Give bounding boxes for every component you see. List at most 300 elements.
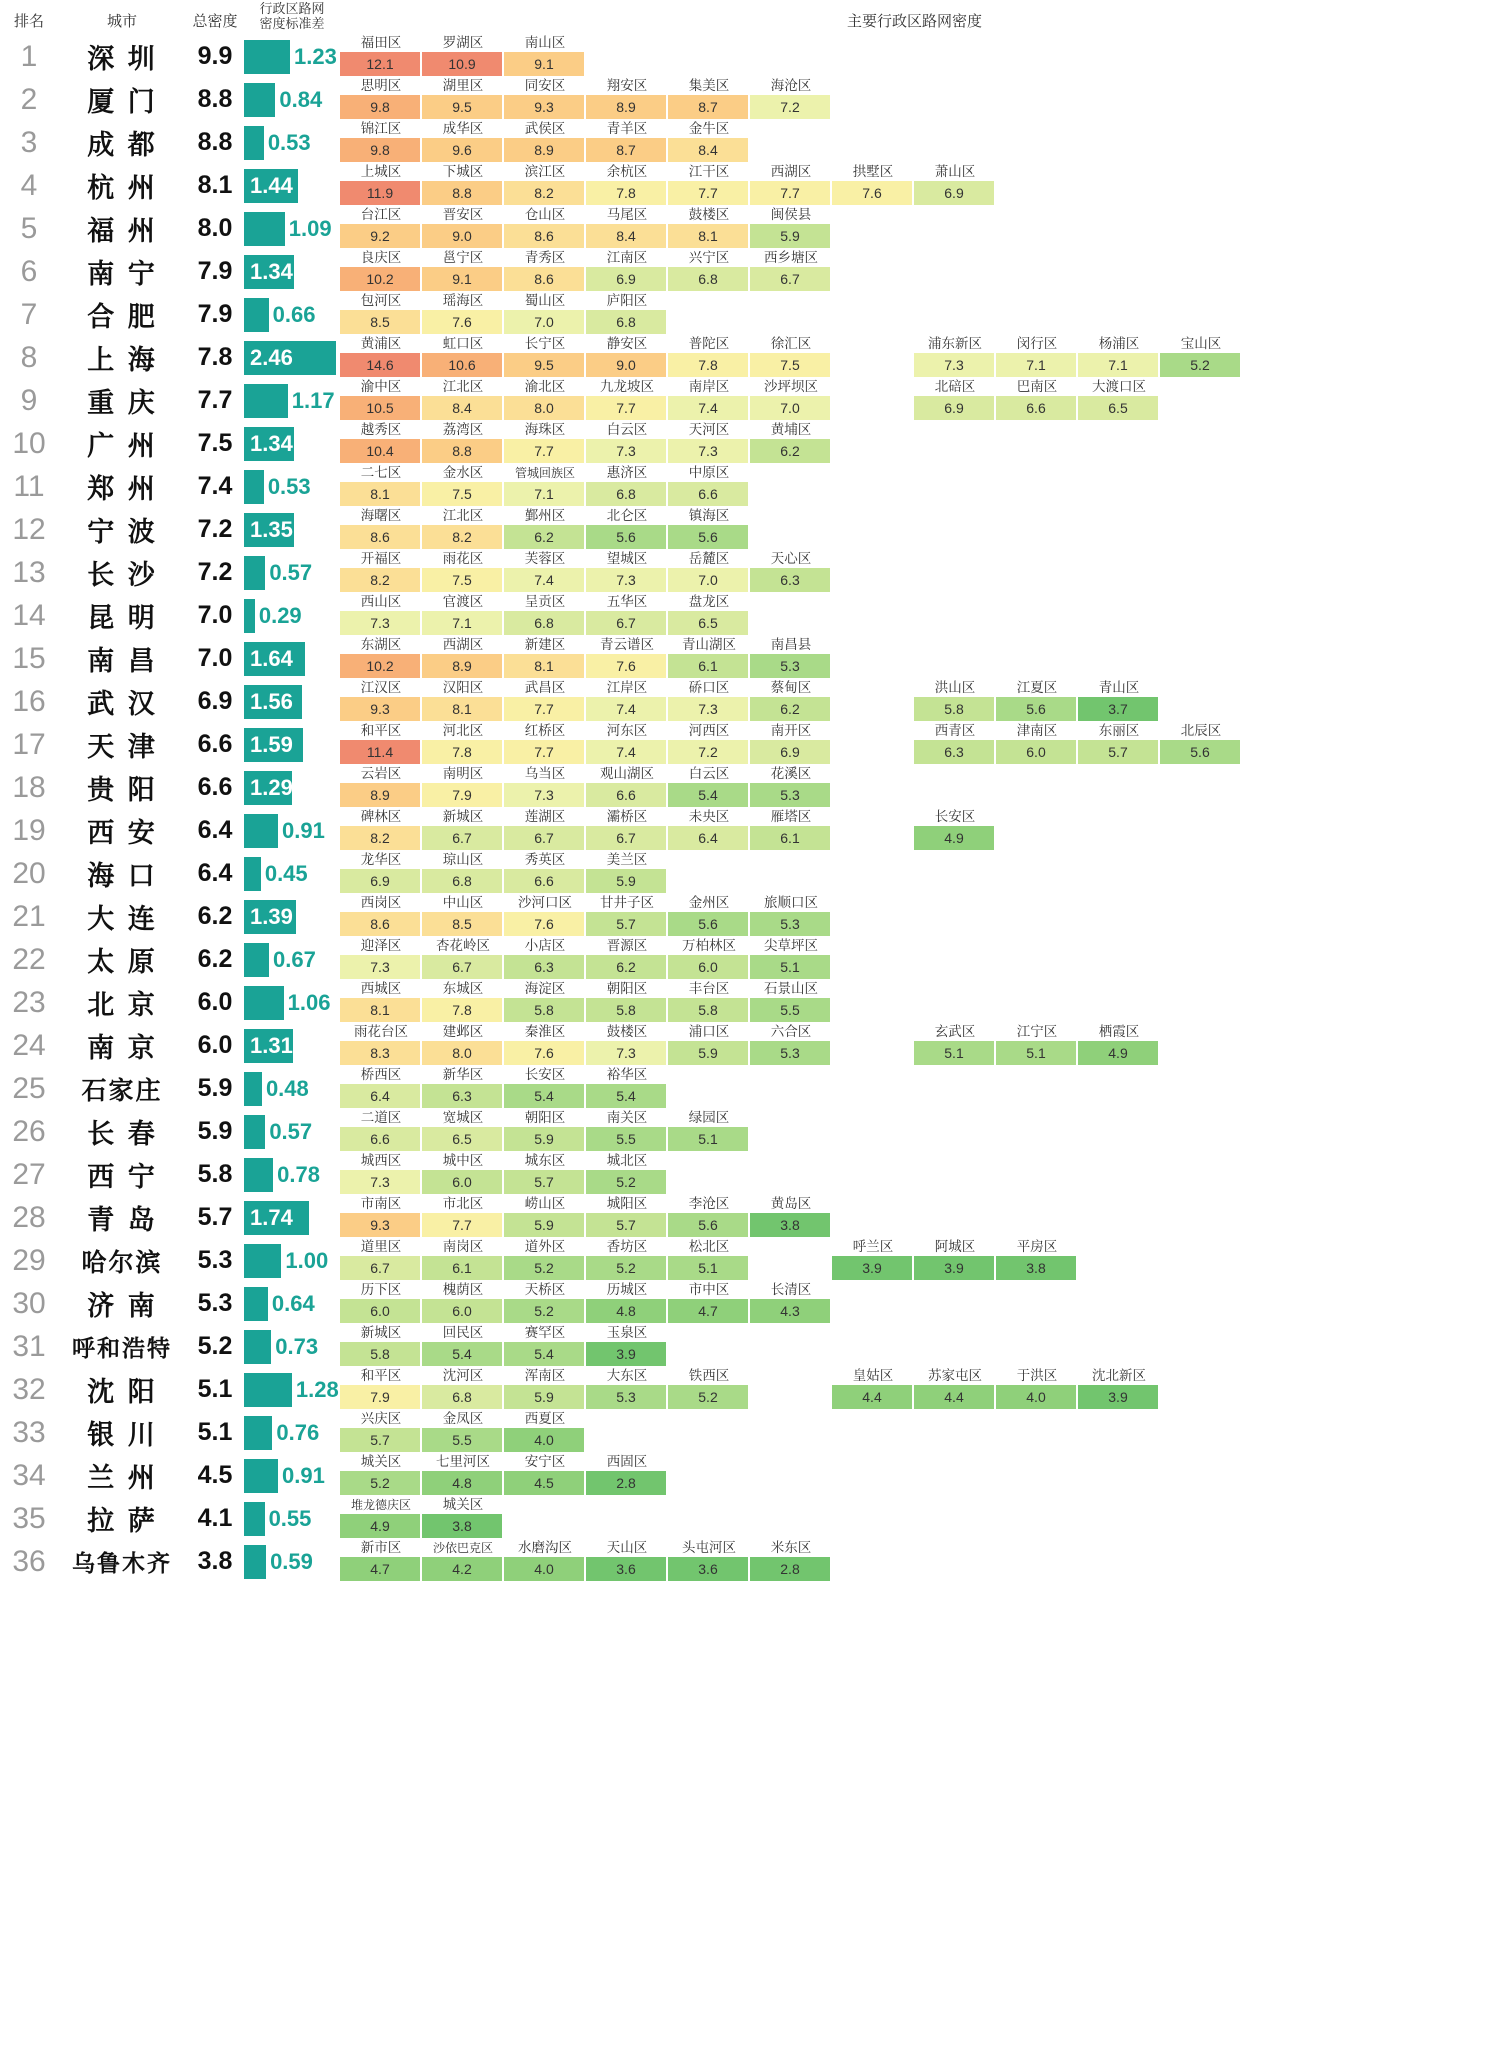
district-gap [832,697,914,721]
district-name: 虹口区 [442,336,484,352]
district-name: 长宁区 [524,336,566,352]
district-name: 西乡塘区 [764,250,818,266]
std-bar [244,599,255,633]
row-rank: 26 [12,1114,46,1148]
district-value: 7.3 [340,611,420,635]
district-name: 阿城区 [934,1239,976,1255]
district-name: 南关区 [606,1110,648,1126]
std-value: 0.53 [267,129,311,155]
district-value: 7.1 [422,611,502,635]
district-value: 8.2 [340,568,420,592]
district-name: 庐阳区 [606,293,648,309]
district-value: 8.1 [340,998,420,1022]
district-value: 6.9 [914,396,994,420]
district-gap [832,396,914,420]
row-std-bar [244,1024,340,1067]
table-row [0,336,1489,379]
row-rank: 21 [12,899,46,933]
district-name: 南山区 [524,35,566,51]
table-row [0,422,1489,465]
district-value: 4.4 [832,1385,912,1409]
row-city: 南 宁 [87,259,157,290]
district-name: 大渡口区 [1092,379,1146,395]
row-rank: 10 [12,426,46,460]
district-value: 8.5 [340,310,420,334]
district-value: 4.2 [422,1557,502,1581]
district-name: 二道区 [360,1110,402,1126]
district-name: 李沧区 [688,1196,730,1212]
std-value: 1.56 [250,688,293,714]
row-rank: 24 [12,1028,46,1062]
district-gap [832,740,914,764]
district-value: 6.6 [586,783,666,807]
row-districts [340,465,1489,508]
district-value: 6.0 [422,1170,502,1194]
district-value: 6.7 [586,611,666,635]
table-row [0,551,1489,594]
std-value: 1.17 [291,387,335,413]
district-value: 7.3 [586,439,666,463]
row-districts [340,981,1489,1024]
row-rank: 15 [12,641,46,675]
district-value: 5.4 [504,1342,584,1366]
district-name: 七里河区 [436,1454,490,1470]
district-value: 9.3 [340,1213,420,1237]
district-value: 7.6 [422,310,502,334]
district-value: 8.6 [340,525,420,549]
district-value: 5.3 [750,1041,830,1065]
row-total-density: 8.8 [197,128,233,156]
district-value: 7.7 [504,740,584,764]
district-name: 美兰区 [606,852,648,868]
row-rank: 34 [12,1458,46,1492]
row-city: 青 岛 [87,1205,157,1236]
row-rank: 20 [12,856,46,890]
row-rank: 36 [12,1544,46,1578]
district-value: 5.5 [586,1127,666,1151]
district-name: 西湖区 [442,637,484,653]
district-value: 5.2 [504,1299,584,1323]
district-value: 5.2 [504,1256,584,1280]
std-bar [244,1373,292,1407]
district-name: 沙依巴克区 [432,1541,493,1555]
district-value: 5.5 [750,998,830,1022]
row-total-density: 7.2 [197,558,233,586]
row-districts [340,250,1489,293]
district-name: 仓山区 [524,207,566,223]
district-value: 5.7 [1078,740,1158,764]
header-districts: 主要行政区路网密度 [846,13,982,30]
std-value: 2.46 [250,344,293,370]
row-std-bar [244,637,340,680]
district-name: 津南区 [1016,723,1058,739]
header-rank: 排名 [13,13,44,30]
std-value: 1.74 [250,1204,293,1230]
row-std-bar [244,1454,340,1497]
row-std-bar [244,1110,340,1153]
district-name: 江汉区 [360,680,402,696]
district-name: 新城区 [442,809,484,825]
table-row [0,938,1489,981]
district-value: 9.1 [504,52,584,76]
district-value: 9.5 [422,95,502,119]
table-row [0,895,1489,938]
district-name: 水磨沟区 [518,1540,572,1556]
std-value: 0.66 [272,301,316,327]
district-name: 西岗区 [360,895,402,911]
district-name: 新城区 [360,1325,402,1341]
district-value: 3.6 [668,1557,748,1581]
district-name: 青山湖区 [682,637,736,653]
row-total-density: 3.8 [197,1547,233,1575]
row-districts [340,852,1489,895]
row-rank: 1 [20,39,38,73]
district-value: 7.5 [750,353,830,377]
district-name: 旅顺口区 [764,895,818,911]
row-std-bar [244,723,340,766]
district-value: 9.1 [422,267,502,291]
district-name: 城关区 [360,1454,402,1470]
district-value: 9.8 [340,138,420,162]
district-name: 盘龙区 [688,594,730,610]
row-districts [340,336,1489,379]
district-value: 8.0 [504,396,584,420]
district-name: 松北区 [688,1239,730,1255]
std-value: 0.76 [276,1419,320,1445]
district-name: 青羊区 [606,121,648,137]
row-std-bar [244,1540,340,1583]
district-name: 于洪区 [1016,1368,1058,1384]
district-name: 西青区 [934,723,976,739]
table-row [0,465,1489,508]
district-gap [750,1368,832,1385]
district-name: 晋安区 [442,207,484,223]
district-name: 上城区 [360,164,402,180]
district-value: 7.5 [422,482,502,506]
row-districts [340,1153,1489,1196]
district-value: 8.7 [668,95,748,119]
district-name: 堆龙德庆区 [350,1498,411,1512]
table-row [0,508,1489,551]
row-rank: 2 [20,82,38,116]
row-std-bar [244,1196,340,1239]
district-value: 8.1 [422,697,502,721]
row-city: 深 圳 [87,44,157,75]
district-value: 7.3 [340,955,420,979]
std-bar [244,1545,266,1579]
row-total-density: 5.3 [197,1289,233,1317]
district-name: 市南区 [360,1196,402,1212]
district-value: 8.8 [422,439,502,463]
district-name: 南岸区 [688,379,730,395]
district-name: 朝阳区 [606,981,648,997]
table-row [0,1196,1489,1239]
district-name: 金牛区 [688,121,730,137]
row-std-bar [244,1239,340,1282]
district-value: 6.1 [750,826,830,850]
district-name: 头屯河区 [682,1540,736,1556]
district-name: 蜀山区 [524,293,566,309]
district-value: 6.8 [422,869,502,893]
table-row [0,1411,1489,1454]
std-value: 1.31 [250,1032,293,1058]
row-rank: 7 [20,297,38,331]
row-rank: 12 [12,512,46,546]
std-value: 0.55 [268,1505,312,1531]
district-name: 雨花区 [442,551,484,567]
row-std-bar [244,594,340,637]
district-gap [832,336,914,353]
row-rank: 23 [12,985,46,1019]
district-value: 6.9 [914,181,994,205]
district-name: 丰台区 [688,981,730,997]
row-std-bar [244,1325,340,1368]
district-value: 6.7 [504,826,584,850]
district-value: 5.1 [996,1041,1076,1065]
row-std-bar [244,1153,340,1196]
district-name: 五华区 [606,594,648,610]
district-value: 5.3 [586,1385,666,1409]
district-name: 天山区 [606,1540,648,1556]
row-districts [340,1540,1489,1583]
district-name: 宽城区 [442,1110,484,1126]
district-gap [750,1385,832,1409]
row-city: 哈尔滨 [81,1247,163,1277]
row-std-bar [244,121,340,164]
district-name: 杨浦区 [1098,336,1140,352]
row-districts [340,766,1489,809]
district-name: 历城区 [606,1282,648,1298]
district-name: 新建区 [524,637,566,653]
district-name: 裕华区 [606,1067,648,1083]
row-districts [340,594,1489,637]
district-value: 6.1 [422,1256,502,1280]
district-value: 10.6 [422,353,502,377]
district-value: 6.8 [668,267,748,291]
district-name: 北辰区 [1180,723,1222,739]
district-value: 8.4 [586,224,666,248]
row-std-bar [244,680,340,723]
table-row [0,1368,1489,1411]
row-total-density: 7.7 [197,386,233,414]
row-city: 杭 州 [87,173,157,204]
table-row [0,379,1489,422]
district-name: 西夏区 [524,1411,566,1427]
district-name: 迎泽区 [360,938,402,954]
district-name: 马尾区 [606,207,648,223]
district-value: 6.0 [996,740,1076,764]
district-name: 江宁区 [1016,1024,1058,1040]
district-value: 4.8 [586,1299,666,1323]
district-name: 玄武区 [934,1024,976,1040]
district-value: 5.4 [668,783,748,807]
district-name: 碑林区 [360,809,402,825]
district-name: 铁西区 [688,1368,730,1384]
district-name: 天桥区 [524,1282,566,1298]
district-name: 莲湖区 [524,809,566,825]
district-value: 5.1 [668,1127,748,1151]
district-name: 浑南区 [524,1368,566,1384]
row-districts [340,1368,1489,1411]
district-name: 道外区 [524,1239,566,1255]
district-value: 7.4 [668,396,748,420]
table-row [0,723,1489,766]
district-value: 7.8 [422,740,502,764]
district-name: 沙坪坝区 [764,379,818,395]
district-name: 海珠区 [524,422,566,438]
district-name: 海淀区 [524,981,566,997]
district-name: 玉泉区 [606,1325,648,1341]
std-bar [244,83,275,117]
district-value: 7.7 [504,697,584,721]
district-name: 金水区 [442,465,484,481]
district-name: 灞桥区 [606,809,648,825]
district-value: 6.3 [750,568,830,592]
district-value: 10.5 [340,396,420,420]
district-value: 4.4 [914,1385,994,1409]
district-value: 8.1 [504,654,584,678]
district-value: 8.6 [504,224,584,248]
row-total-density: 8.0 [197,214,233,242]
row-districts [340,809,1489,852]
row-total-density: 7.9 [197,257,233,285]
district-value: 7.1 [504,482,584,506]
district-value: 7.7 [504,439,584,463]
district-value: 5.1 [750,955,830,979]
district-name: 成华区 [442,121,484,137]
district-name: 历下区 [360,1282,402,1298]
district-gap [832,680,914,697]
district-value: 3.8 [422,1514,502,1538]
district-value: 8.9 [586,95,666,119]
std-value: 1.34 [250,258,293,284]
district-name: 越秀区 [360,422,402,438]
district-name: 岳麓区 [688,551,730,567]
std-value: 0.91 [282,1462,325,1488]
row-rank: 18 [12,770,46,804]
row-total-density: 4.1 [197,1504,233,1532]
district-name: 渝中区 [360,379,402,395]
row-rank: 8 [20,340,38,374]
district-name: 城北区 [606,1153,648,1169]
district-value: 10.4 [340,439,420,463]
row-total-density: 6.0 [197,1031,233,1059]
district-value: 6.7 [750,267,830,291]
header-total-density: 总密度 [192,13,238,30]
district-value: 9.0 [422,224,502,248]
district-value: 8.4 [422,396,502,420]
district-value: 5.8 [504,998,584,1022]
district-value: 9.8 [340,95,420,119]
table-row [0,1282,1489,1325]
std-bar [244,556,265,590]
row-total-density: 6.2 [197,902,233,930]
row-districts [340,78,1489,121]
district-value: 5.6 [668,912,748,936]
district-gap [832,1024,914,1041]
district-name: 雨花台区 [354,1024,408,1040]
district-name: 邕宁区 [442,250,484,266]
row-city: 长 春 [87,1119,157,1150]
row-city: 石家庄 [81,1075,163,1105]
district-name: 长清区 [770,1282,812,1298]
district-value: 7.2 [668,740,748,764]
row-std-bar [244,1497,340,1540]
district-name: 桥西区 [360,1067,402,1083]
district-value: 8.1 [340,482,420,506]
district-name: 渝北区 [524,379,566,395]
district-value: 4.9 [340,1514,420,1538]
district-name: 中原区 [688,465,730,481]
district-name: 晋源区 [606,938,648,954]
row-city: 贵 阳 [87,775,157,806]
std-bar [244,814,278,848]
row-std-bar [244,809,340,852]
row-std-bar [244,35,340,78]
district-value: 5.4 [586,1084,666,1108]
table-row [0,207,1489,250]
row-std-bar [244,78,340,121]
row-city: 天 津 [87,732,157,763]
row-districts [340,1454,1489,1497]
district-name: 东城区 [442,981,484,997]
district-name: 良庆区 [360,250,402,266]
row-districts [340,723,1489,766]
district-name: 镇海区 [688,508,730,524]
row-city: 郑 州 [87,474,157,505]
district-name: 余杭区 [606,164,648,180]
row-rank: 3 [20,125,38,159]
district-name: 六合区 [770,1024,812,1040]
district-value: 9.6 [422,138,502,162]
district-gap [832,379,914,396]
district-name: 白云区 [688,766,730,782]
district-name: 闵行区 [1016,336,1058,352]
row-std-bar [244,207,340,250]
row-rank: 9 [20,383,38,417]
std-bar [244,1158,273,1192]
std-value: 0.91 [282,817,325,843]
district-name: 思明区 [360,78,402,94]
district-value: 8.6 [340,912,420,936]
table-header-row [0,0,1489,35]
district-gap [832,1041,914,1065]
row-total-density: 6.4 [197,859,233,887]
row-std-bar [244,1067,340,1110]
std-value: 0.67 [273,946,316,972]
row-std-bar [244,766,340,809]
district-value: 5.9 [504,1213,584,1237]
row-rank: 17 [12,727,46,761]
row-std-bar [244,895,340,938]
district-name: 湖里区 [442,78,484,94]
district-value: 2.8 [750,1557,830,1581]
district-name: 赛罕区 [524,1325,566,1341]
district-value: 7.7 [586,396,666,420]
row-total-density: 6.6 [197,773,233,801]
district-name: 徐汇区 [770,336,812,352]
district-value: 5.4 [504,1084,584,1108]
district-value: 3.8 [750,1213,830,1237]
district-name: 罗湖区 [442,35,484,51]
row-rank: 5 [20,211,38,245]
district-value: 6.5 [1078,396,1158,420]
district-value: 6.8 [504,611,584,635]
district-value: 6.9 [750,740,830,764]
row-std-bar [244,981,340,1024]
std-value: 0.73 [275,1333,319,1359]
std-value: 0.84 [279,86,323,112]
